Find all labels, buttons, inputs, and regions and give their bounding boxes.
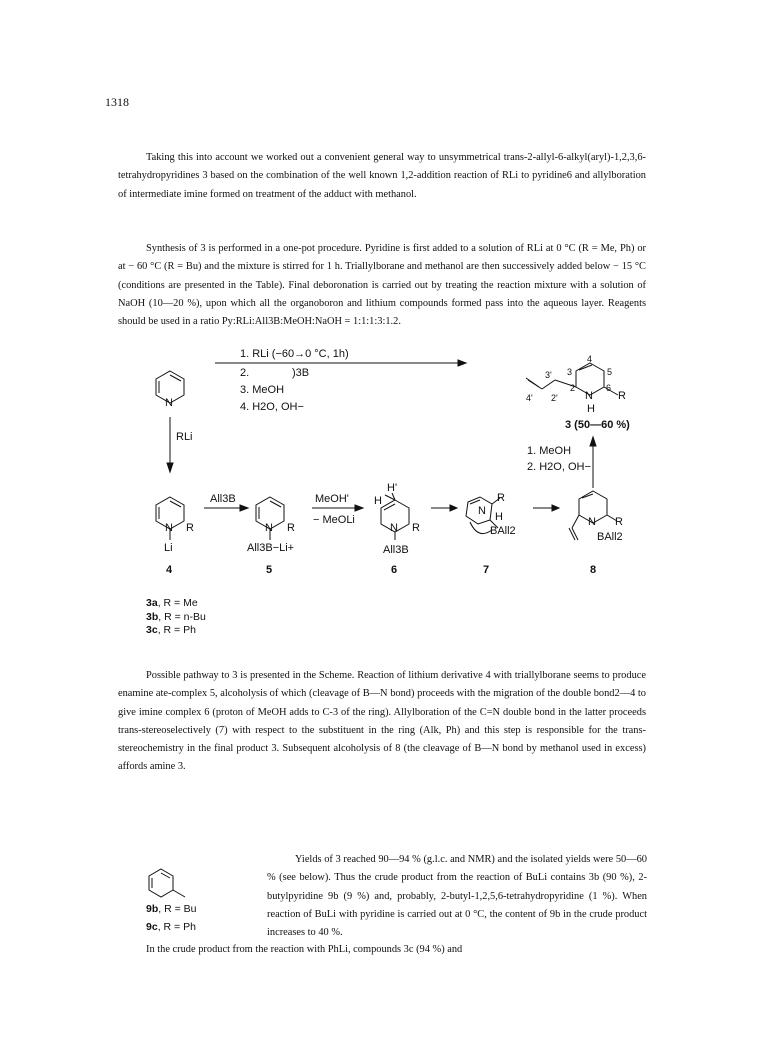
c5-r: R [287,522,295,534]
c7-ball2: BAll2 [490,525,516,537]
meoli-byproduct: − MeOLi [313,514,355,526]
c8-r: R [615,516,623,528]
c7-n: N [478,505,486,517]
number-5: 5 [266,564,273,576]
paragraph-phli: In the crude product from the reaction with PhLi, compounds 3c (94 %) and [146,944,463,955]
condition-4: 4. H2O, OH− [240,401,304,413]
c4-r: R [186,522,194,534]
number-8: 8 [590,564,597,576]
condition-2: 2. [240,367,250,379]
pos-2p: 2' [551,393,558,403]
label-9c: 9c, R = Ph [146,921,196,933]
product-3-n: N [585,390,593,402]
product-3-yield: 3 (50—60 %) [565,419,630,431]
paragraph-pathway: Possible pathway to 3 is presented in the Scheme. Reaction of lithium derivative 4 with triallylborane seems to produce enamine ate-complex 5, alcoholysis of which (cleavage of B—N bond) proceeds with the migration of the double bond2—4 to give imine complex 6 (proton of MeOH adds to C-3 of the ring). Allylboration of the C=N double bond in the latter proceeds trans-stereoselectively (7) with respect to the substituent in the ring (Alk, Ph) and this step is responsible for the trans-stereochemistry in the final product 3. Subsequent alcoholysis of 8 (the cleavage of B—N bond by methanol used in excess) affords amine 3. [118,670,646,773]
pos-4: 4 [587,354,593,364]
up-condition-2: 2. H2O, OH− [527,461,591,473]
condition-1: 1. RLi (−60→0 °C, 1h) [240,348,349,360]
c8-ball2: BAll2 [597,531,623,543]
c6-n: N [390,522,398,534]
pyridine-9-structure [142,867,212,903]
label-3b: 3b, R = n-Bu [146,610,206,623]
label-9b: 9b, R = Bu [146,903,197,915]
label-3a: 3a, R = Me [146,597,198,609]
reaction-scheme [0,340,759,595]
compound-9-labels [146,900,197,936]
c8-n: N [588,516,596,528]
paragraph-intro: Taking this into account we worked out a convenient general way to unsymmetrical trans-2-allyl-6-alkyl(aryl)-1,2,3,6-tetrahydropyridines 3 based on the combination of the well known 1,2-addition reaction of RLi to pyridine6 and allylboration of intermediate imine formed on treatment of the adduct with methanol. [118,152,646,200]
page-number: 1318 [105,95,129,109]
compound-3-labels [146,597,206,638]
pos-3: 3 [567,367,573,377]
label-3c: 3c, R = Ph [146,624,196,637]
number-6: 6 [391,564,398,576]
paragraph-yields: Yields of 3 reached 90—94 % (g.l.c. and NMR) and the isolated yields were 50—60 % (see below). Thus the crude product from the reaction of BuLi contains 3b (90 %), 2-butylpyridine 9b (9 %) and, probably, 2-butyl-1,2,5,6-tetrahydropyridine (1 %). When reaction of BuLi with pyridine is carried out at 0 °C, the content of 9b in the crude product increases to 40 %. [267,854,647,939]
number-7: 7 [483,564,490,576]
number-4: 4 [166,564,173,576]
product-3-r: R [618,390,626,402]
all3b-reagent: All3B [210,493,236,505]
condition-3: 3. MeOH [240,384,285,396]
paragraph-synthesis: Synthesis of 3 is performed in a one-pot procedure. Pyridine is first added to a solution of RLi at 0 °C (R = Me, Ph) or at − 60 °C (R = Bu) and the mixture is stirred for 1 h. Triallylborane and methanol are then successively added below − 15 °C (conditions are presented in the Table). Final deboronation is carried out by treating the reaction mixture with a solution of NaOH (10—20 %), upon which all the organoboron and lithium compounds formed pass into the aqueous layer. Reagents should be used in a ratio Py:RLi:All3B:MeOH:NaOH = 1:1:1:3:1.2. [118,243,646,328]
meoh-reagent: MeOH' [315,493,349,505]
condition-2-borane: )3B [292,367,310,379]
c6-hp: H' [387,482,398,494]
c6-h: H [374,495,382,507]
c7-r: R [497,492,505,504]
pos-2: 2 [570,383,576,393]
c6-r: R [412,522,420,534]
pos-3p: 3' [545,370,552,380]
rli-reagent: RLi [176,431,193,443]
c4-n: N [165,522,173,534]
c4-li: Li [164,542,173,554]
c5-boron: All3B−Li+ [247,542,295,554]
pos-5: 5 [607,367,613,377]
c6-boron: All3B [383,544,409,556]
product-3-h: H [587,403,595,415]
pyridine-n-label: N [165,397,173,409]
pos-4p: 4' [526,393,533,403]
c5-n: N [265,522,273,534]
pos-6: 6 [606,383,612,393]
c7-h: H [495,511,503,523]
up-condition-1: 1. MeOH [527,445,572,457]
